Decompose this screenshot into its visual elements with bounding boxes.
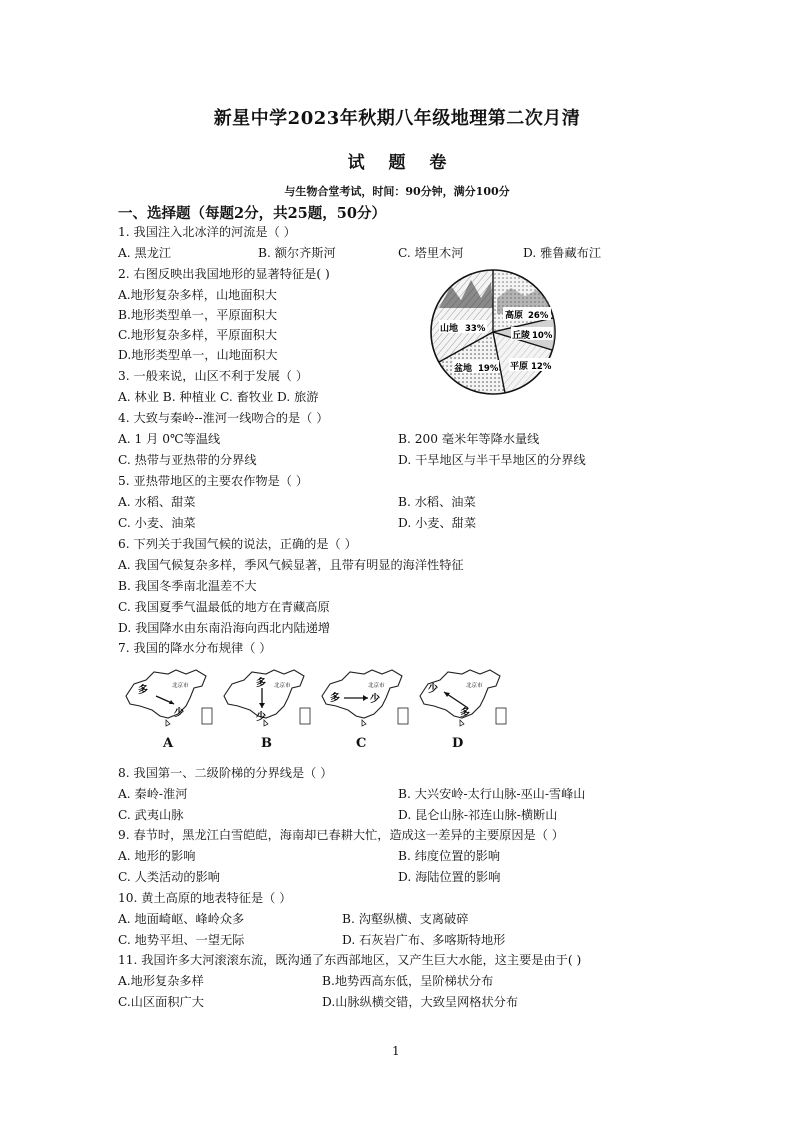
q10-option-a: A. 地面崎岖、峰岭众多	[118, 912, 245, 926]
south-sea-inset	[496, 708, 506, 724]
q11-stem: 11. 我国许多大河滚滚东流，既沟通了东西部地区，又产生巨大水能，这主要是由于( )	[118, 953, 582, 967]
q10-option-d: D. 石灰岩广布、多喀斯特地形	[342, 933, 506, 947]
q6-option-d: D. 我国降水由东南沿海向西北内陆递增	[118, 621, 331, 635]
map-a-more-label: 多	[138, 685, 148, 696]
map-a-letter: A	[163, 736, 174, 751]
page-number: 1	[392, 1044, 400, 1058]
q1-option-d: D. 雅鲁藏布江	[523, 246, 602, 260]
q8-stem: 8. 我国第一、二级阶梯的分界线是（ ）	[118, 766, 333, 780]
q9-stem: 9. 春节时，黑龙江白雪皑皑，海南却已春耕大忙，造成这一差异的主要原因是（ ）	[118, 828, 564, 842]
south-sea-inset	[398, 708, 408, 724]
south-sea-inset	[202, 708, 212, 724]
map-d-more-label: 多	[460, 708, 470, 719]
label-plain-pct: 12%	[531, 362, 552, 372]
q5-option-c: C. 小麦、油菜	[118, 516, 196, 530]
q2-option-d: D.地形类型单一，山地面积大	[118, 348, 278, 362]
map-d-less-label: 少	[428, 684, 438, 695]
q1-option-c: C. 塔里木河	[398, 246, 464, 260]
precip-map-d	[414, 660, 510, 730]
q11-option-b: B.地势西高东低，呈阶梯状分布	[322, 974, 494, 988]
map-b-city-label: 北京市	[274, 683, 291, 689]
q4-option-c: C. 热带与亚热带的分界线	[118, 453, 257, 467]
map-c-more-label: 多	[330, 693, 340, 704]
q2-option-c: C.地形复杂多样，平原面积大	[118, 328, 278, 342]
q4-option-a: A. 1 月 0℃等温线	[118, 432, 221, 446]
map-b-more-label: 多	[256, 678, 266, 689]
q3-stem: 3. 一般来说，山区不利于发展（ ）	[118, 369, 309, 383]
section-heading: 一、选择题（每题2分，共25题，50分）	[118, 205, 386, 222]
q10-option-b: B. 沟壑纵横、支离破碎	[342, 912, 469, 926]
q1-option-b: B. 额尔齐斯河	[258, 246, 336, 260]
q4-option-b: B. 200 毫米年等降水量线	[398, 432, 540, 446]
label-mountain: 山地	[440, 324, 459, 334]
map-b-less-label: 少	[256, 712, 266, 723]
map-a-less-label: 少	[174, 708, 184, 719]
q10-stem: 10. 黄土高原的地表特征是（ ）	[118, 891, 292, 905]
label-hill: 丘陵	[512, 331, 531, 341]
south-sea-inset	[300, 708, 310, 724]
label-plain: 平原	[510, 362, 529, 372]
q9-option-a: A. 地形的影响	[118, 849, 196, 863]
q5-option-d: D. 小麦、甜菜	[398, 516, 477, 530]
q4-option-d: D. 干旱地区与半干旱地区的分界线	[398, 453, 586, 467]
q9-option-b: B. 纬度位置的影响	[398, 849, 501, 863]
q2-stem: 2. 右图反映出我国地形的显著特征是( )	[118, 267, 330, 281]
q8-option-b: B. 大兴安岭-太行山脉-巫山-雪峰山	[398, 787, 586, 801]
precip-map-a	[120, 666, 216, 730]
q8-option-a: A. 秦岭-淮河	[118, 787, 188, 801]
precip-map-c	[316, 666, 412, 730]
q11-option-c: C.山区面积广大	[118, 995, 204, 1009]
precip-map-b	[218, 666, 314, 730]
q2-option-b: B.地形类型单一，平原面积大	[118, 308, 278, 322]
q6-option-b: B. 我国冬季南北温差不大	[118, 579, 257, 593]
terrain-pie-chart	[425, 268, 565, 398]
q9-option-c: C. 人类活动的影响	[118, 870, 220, 884]
q8-option-c: C. 武夷山脉	[118, 808, 184, 822]
q9-option-d: D. 海陆位置的影响	[398, 870, 501, 884]
label-plateau-pct: 26%	[528, 311, 549, 321]
label-basin-pct: 19%	[478, 364, 499, 374]
q1-option-a: A. 黑龙江	[118, 246, 172, 260]
q1-stem: 1. 我国注入北冰洋的河流是（ ）	[118, 225, 296, 239]
q3-options: A. 林业 B. 种植业 C. 畜牧业 D. 旅游	[118, 390, 319, 404]
q5-option-b: B. 水稻、油菜	[398, 495, 476, 509]
map-a-city-label: 北京市	[172, 683, 189, 689]
map-d-letter: D	[452, 736, 464, 751]
map-c-letter: C	[356, 736, 367, 751]
q6-option-c: C. 我国夏季气温最低的地方在青藏高原	[118, 600, 330, 614]
q5-option-a: A. 水稻、甜菜	[118, 495, 196, 509]
q8-option-d: D. 昆仑山脉-祁连山脉-横断山	[398, 808, 558, 822]
label-plateau: 高原	[505, 311, 524, 321]
q10-option-c: C. 地势平坦、一望无际	[118, 933, 245, 947]
page-title: 新星中学2023年秋期八年级地理第二次月清	[213, 108, 581, 129]
q4-stem: 4. 大致与秦岭--淮河一线吻合的是（ ）	[118, 411, 329, 425]
label-hill-pct: 10%	[532, 331, 553, 341]
q5-stem: 5. 亚热带地区的主要农作物是（ ）	[118, 474, 309, 488]
map-d-city-label: 北京市	[466, 683, 483, 689]
q11-option-d: D.山脉纵横交错，大致呈网格状分布	[322, 995, 519, 1009]
q11-option-a: A.地形复杂多样	[118, 974, 204, 988]
q6-stem: 6. 下列关于我国气候的说法，正确的是（ ）	[118, 537, 357, 551]
q6-option-a: A. 我国气候复杂多样，季风气候显著，且带有明显的海洋性特征	[118, 558, 464, 572]
q2-option-a: A.地形复杂多样，山地面积大	[118, 288, 277, 302]
map-c-less-label: 少	[370, 694, 380, 705]
map-c-city-label: 北京市	[368, 683, 385, 689]
page-subtitle: 试 题 卷	[347, 153, 447, 173]
map-b-letter: B	[261, 736, 272, 751]
label-mountain-pct: 33%	[465, 324, 486, 334]
label-basin: 盆地	[454, 364, 473, 374]
q7-stem: 7. 我国的降水分布规律（ ）	[118, 641, 272, 655]
exam-info: 与生物合堂考试，时间：90分钟，满分100分	[284, 185, 510, 198]
